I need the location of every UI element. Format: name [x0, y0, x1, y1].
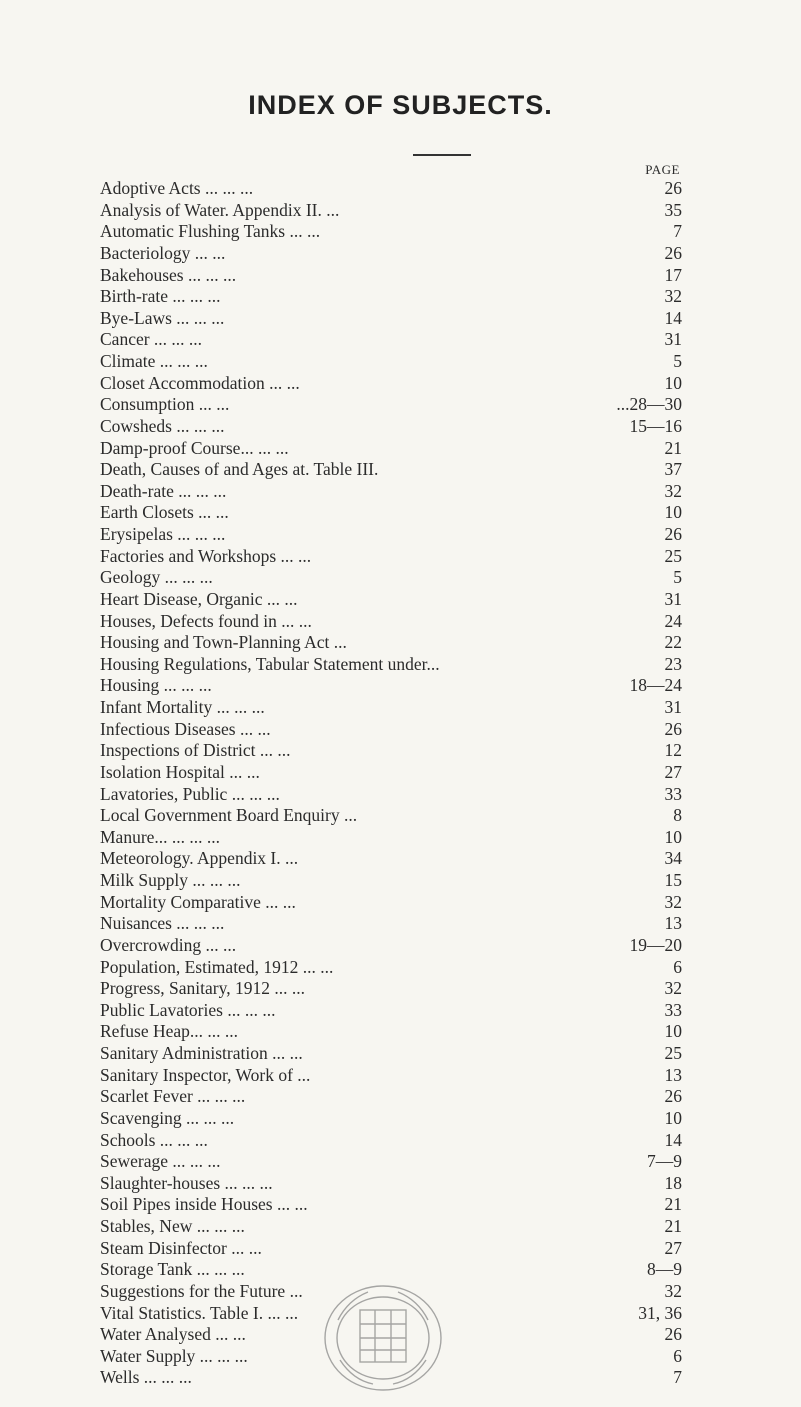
- index-page-ref: 10: [664, 502, 682, 523]
- index-entry: [100, 221, 682, 243]
- index-page-ref: 22: [664, 632, 682, 653]
- index-page-ref: 13: [664, 913, 682, 934]
- index-page-ref: 37: [664, 459, 682, 480]
- index-page-ref: 23: [664, 653, 682, 674]
- index-page-ref: 27: [664, 761, 682, 782]
- index-page-ref: 15—16: [629, 415, 682, 436]
- index-page-ref: 26: [664, 1324, 682, 1345]
- index-entry: [100, 243, 682, 265]
- index-subject: Water Supply ... ... ...: [100, 1345, 248, 1366]
- index-subject: Cowsheds ... ... ...: [100, 415, 225, 436]
- index-page-ref: 32: [664, 978, 682, 999]
- index-page-ref: 31: [664, 697, 682, 717]
- index-page-ref: 26: [664, 242, 682, 263]
- index-entry: [100, 416, 682, 438]
- index-page-ref: 31: [664, 329, 682, 350]
- index-subject: Mortality Comparative ... ...: [100, 891, 296, 912]
- index-entry: [100, 308, 682, 330]
- index-page-ref: 5: [673, 567, 682, 588]
- index-entry: [100, 502, 682, 524]
- index-page-ref: 32: [664, 286, 682, 307]
- index-entry: [100, 438, 682, 460]
- index-subject: Storage Tank ... ... ...: [100, 1259, 245, 1280]
- page-title: INDEX OF SUBJECTS.: [248, 90, 553, 120]
- index-page-ref: 31: [664, 588, 682, 609]
- index-page-ref: 18—24: [629, 675, 682, 696]
- index-entry: [100, 373, 682, 395]
- index-page-ref: 7: [673, 1367, 682, 1388]
- index-subject: Scarlet Fever ... ... ...: [100, 1086, 246, 1107]
- index-entry: [100, 1021, 682, 1043]
- index-subject: Isolation Hospital ... ...: [100, 761, 260, 782]
- index-entry: [100, 719, 682, 741]
- index-subject: Overcrowding ... ...: [100, 934, 237, 955]
- index-entry: [100, 870, 682, 892]
- index-entry: [100, 1238, 682, 1260]
- index-page-ref: 33: [664, 999, 682, 1020]
- index-subject: Damp-proof Course... ... ...: [100, 437, 289, 458]
- index-page-ref: 21: [664, 1216, 682, 1236]
- index-page-ref: 10: [664, 1107, 682, 1128]
- index-page-ref: 8: [673, 805, 682, 826]
- index-subject: Steam Disinfector ... ...: [100, 1237, 262, 1258]
- index-subject: Sanitary Administration ... ...: [100, 1043, 303, 1063]
- index-entry: [100, 697, 682, 719]
- index-subject: Wells ... ... ...: [100, 1367, 192, 1388]
- index-subject: Suggestions for the Future ...: [100, 1280, 303, 1301]
- index-subject: Lavatories, Public ... ... ...: [100, 783, 280, 804]
- index-entry: [100, 978, 682, 1000]
- index-page-ref: 13: [664, 1064, 682, 1085]
- index-subject: Milk Supply ... ... ...: [100, 870, 241, 890]
- index-subject: Stables, New ... ... ...: [100, 1216, 245, 1236]
- index-entry: [100, 286, 682, 308]
- index-subject: Infectious Diseases ... ...: [100, 718, 271, 739]
- index-page-ref: 12: [664, 740, 682, 761]
- index-entry: [100, 178, 682, 200]
- index-page-ref: 7—9: [647, 1151, 682, 1172]
- index-page-ref: 19—20: [629, 934, 682, 955]
- index-subject: Local Government Board Enquiry ...: [100, 805, 358, 826]
- title-rule: [413, 154, 471, 156]
- index-entry: [100, 567, 682, 589]
- index-page-ref: 6: [673, 1345, 682, 1366]
- index-entry: [100, 1086, 682, 1108]
- index-entry: [100, 265, 682, 287]
- index-subject: Automatic Flushing Tanks ... ...: [100, 221, 321, 242]
- index-page-ref: 34: [664, 848, 682, 869]
- index-page-ref: 26: [664, 178, 682, 198]
- index-page-ref: 14: [664, 307, 682, 328]
- index-subject: Adoptive Acts ... ... ...: [100, 178, 254, 198]
- index-subject: Earth Closets ... ...: [100, 502, 229, 523]
- index-entry: [100, 827, 682, 849]
- index-page-ref: 8—9: [647, 1259, 682, 1280]
- index-subject: Population, Estimated, 1912 ... ...: [100, 956, 334, 977]
- index-entry: [100, 892, 682, 914]
- index-subject: Cancer ... ... ...: [100, 329, 203, 350]
- index-page-ref: 10: [664, 826, 682, 847]
- index-page-ref: 26: [664, 524, 682, 544]
- index-page-ref: 32: [664, 480, 682, 501]
- index-page-ref: 7: [673, 221, 682, 242]
- index-subject: Infant Mortality ... ... ...: [100, 697, 265, 717]
- index-subject: Slaughter-houses ... ... ...: [100, 1172, 273, 1193]
- index-subject: Schools ... ... ...: [100, 1129, 208, 1150]
- index-entry: [100, 1108, 682, 1130]
- index-entry: [100, 848, 682, 870]
- index-entry: [100, 1173, 682, 1195]
- index-page-ref: 32: [664, 891, 682, 912]
- index-entry: [100, 611, 682, 633]
- index-entry: [100, 1151, 682, 1173]
- index-page-ref: 15: [664, 870, 682, 890]
- index-page-ref: 32: [664, 1280, 682, 1301]
- index-subject: Public Lavatories ... ... ...: [100, 999, 276, 1020]
- index-entry: [100, 1065, 682, 1087]
- index-subject: Closet Accommodation ... ...: [100, 372, 300, 393]
- index-entry: [100, 935, 682, 957]
- index-entry: [100, 805, 682, 827]
- index-entry: [100, 740, 682, 762]
- index-page-ref: 26: [664, 1086, 682, 1107]
- index-entry: [100, 762, 682, 784]
- index-entry: [100, 524, 682, 546]
- index-entry: [100, 784, 682, 806]
- index-subject: Housing ... ... ...: [100, 675, 212, 696]
- index-subject: Nuisances ... ... ...: [100, 913, 225, 934]
- index-subject: Soil Pipes inside Houses ... ...: [100, 1194, 308, 1215]
- index-page-ref: ...28—30: [616, 394, 682, 415]
- index-entry: [100, 481, 682, 503]
- index-subject: Housing Regulations, Tabular Statement under...: [100, 653, 440, 674]
- index-subject: Birth-rate ... ... ...: [100, 286, 221, 307]
- index-subject: Bacteriology ... ...: [100, 242, 226, 263]
- index-page-ref: 26: [664, 718, 682, 739]
- index-subject: Factories and Workshops ... ...: [100, 545, 312, 566]
- index-entry: [100, 459, 682, 481]
- index-entry: [100, 632, 682, 654]
- index-entry: [100, 1194, 682, 1216]
- index-page-ref: 17: [664, 264, 682, 285]
- index-page-ref: 18: [664, 1172, 682, 1193]
- index-list: [100, 178, 682, 1389]
- index-page-ref: 31, 36: [638, 1302, 682, 1323]
- index-entry: [100, 654, 682, 676]
- index-subject: Analysis of Water. Appendix II. ...: [100, 199, 340, 220]
- index-subject: Water Analysed ... ...: [100, 1324, 246, 1345]
- index-subject: Sanitary Inspector, Work of ...: [100, 1064, 311, 1085]
- index-entry: [100, 200, 682, 222]
- index-page-ref: 24: [664, 610, 682, 631]
- index-subject: Progress, Sanitary, 1912 ... ...: [100, 978, 305, 999]
- index-page-ref: 10: [664, 1021, 682, 1042]
- index-entry: [100, 329, 682, 351]
- index-page-ref: 14: [664, 1129, 682, 1150]
- index-subject: Refuse Heap... ... ...: [100, 1021, 239, 1042]
- index-subject: Bye-Laws ... ... ...: [100, 307, 225, 328]
- index-subject: Climate ... ... ...: [100, 351, 208, 371]
- index-page-ref: 10: [664, 372, 682, 393]
- index-page-ref: 33: [664, 783, 682, 804]
- index-entry: [100, 1043, 682, 1065]
- index-entry: [100, 1130, 682, 1152]
- index-entry: [100, 675, 682, 697]
- index-subject: Meteorology. Appendix I. ...: [100, 848, 299, 869]
- index-page-ref: 27: [664, 1237, 682, 1258]
- index-page-ref: 21: [664, 1194, 682, 1215]
- index-subject: Scavenging ... ... ...: [100, 1107, 235, 1128]
- index-subject: Consumption ... ...: [100, 394, 230, 415]
- index-entry: [100, 589, 682, 611]
- index-page-ref: 25: [664, 1043, 682, 1063]
- index-subject: Heart Disease, Organic ... ...: [100, 588, 298, 609]
- index-page-ref: 6: [673, 956, 682, 977]
- index-subject: Inspections of District ... ...: [100, 740, 291, 761]
- index-subject: Sewerage ... ... ...: [100, 1151, 221, 1172]
- index-subject: Geology ... ... ...: [100, 567, 213, 588]
- library-stamp-icon: [318, 1280, 448, 1395]
- index-entry: [100, 913, 682, 935]
- index-entry: [100, 546, 682, 568]
- index-page-ref: 35: [664, 199, 682, 220]
- index-page-ref: 5: [673, 351, 682, 371]
- index-page-ref: 21: [664, 437, 682, 458]
- index-entry: [100, 394, 682, 416]
- index-entry: [100, 1259, 682, 1281]
- index-subject: Vital Statistics. Table I. ... ...: [100, 1302, 299, 1323]
- page-column-header: PAGE: [645, 162, 680, 177]
- index-entry: [100, 351, 682, 373]
- index-page-ref: 25: [664, 545, 682, 566]
- index-entry: [100, 1000, 682, 1022]
- index-subject: Housing and Town-Planning Act ...: [100, 632, 347, 653]
- index-subject: Erysipelas ... ... ...: [100, 524, 226, 544]
- index-entry: [100, 957, 682, 979]
- index-subject: Death-rate ... ... ...: [100, 480, 227, 501]
- index-subject: Houses, Defects found in ... ...: [100, 610, 312, 631]
- index-subject: Manure... ... ... ...: [100, 826, 221, 847]
- index-subject: Death, Causes of and Ages at. Table III.: [100, 459, 379, 480]
- index-entry: [100, 1216, 682, 1238]
- index-subject: Bakehouses ... ... ...: [100, 264, 237, 285]
